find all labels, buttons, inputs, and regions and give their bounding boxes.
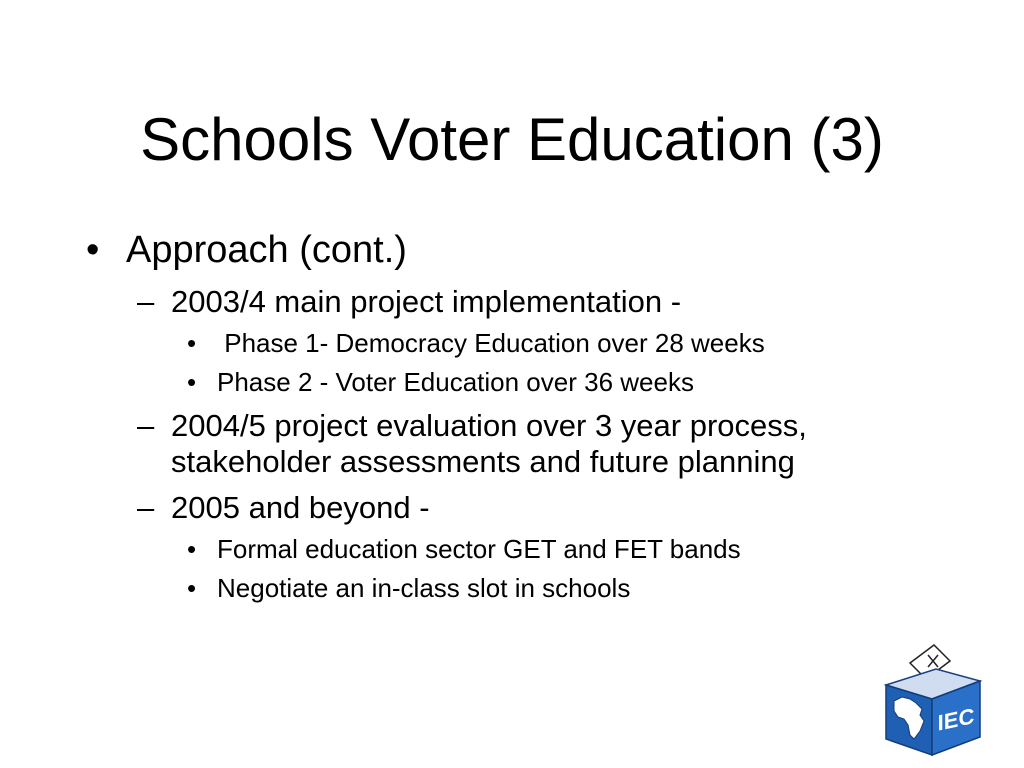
dash-marker: –: [137, 490, 155, 525]
bullet-marker: •: [187, 367, 197, 397]
bullet-marker: •: [187, 573, 197, 603]
sub-sub-item-formal: [187, 533, 886, 565]
sub-sub-item-negotiate: [187, 572, 886, 604]
sub-sub-item-phase2: [187, 366, 886, 398]
iec-logo-text: IEC: [937, 703, 975, 736]
sub-sub-item-text: Phase 2 - Voter Education over 36 weeks: [217, 367, 694, 397]
iec-logo: [880, 643, 984, 758]
slide-title: Schools Voter Education (3): [140, 106, 884, 173]
sub-sub-item-text: Phase 1- Democracy Education over 28 weeks: [217, 328, 765, 358]
sub-item-2004: [137, 408, 831, 480]
sub-item-2005: [137, 490, 886, 526]
bullet-marker: •: [86, 229, 100, 271]
dash-marker: –: [137, 284, 155, 319]
sub-sub-item-phase1: [187, 327, 886, 359]
bullet-marker: •: [187, 328, 197, 358]
dash-marker: –: [137, 408, 155, 443]
sub-item-2003: [137, 284, 886, 320]
bullet-marker: •: [187, 534, 197, 564]
sub-sub-item-text: Negotiate an in-class slot in schools: [217, 573, 631, 603]
sub-item-text: 2004/5 project evaluation over 3 year process, stakeholder assessments and future planning: [171, 408, 807, 479]
sub-sub-item-text: Formal education sector GET and FET bands: [217, 534, 741, 564]
slide-content: [86, 226, 886, 604]
bullet-approach: [86, 226, 886, 274]
bullet-text: Approach (cont.): [126, 229, 407, 271]
sub-item-text: 2003/4 main project implementation -: [171, 284, 682, 319]
sub-item-text: 2005 and beyond -: [171, 490, 430, 525]
